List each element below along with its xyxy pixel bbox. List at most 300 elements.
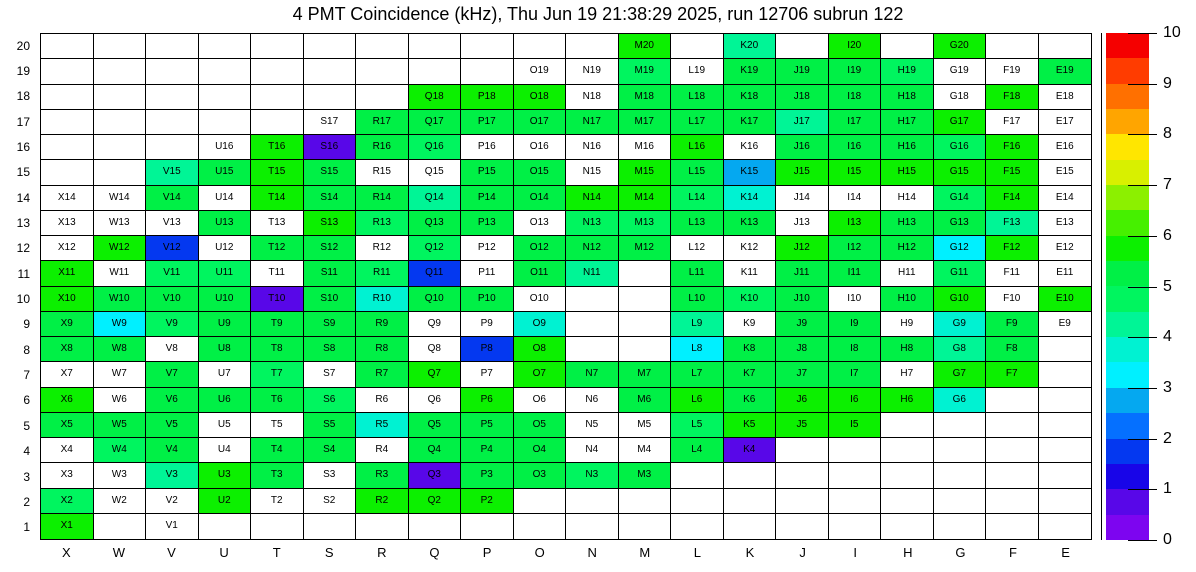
- heatmap-cell: [41, 160, 94, 185]
- heatmap-cell: [199, 110, 252, 135]
- x-axis-tick-label: I: [853, 545, 858, 560]
- heatmap-cell: [1039, 110, 1092, 135]
- cell-label: R7: [375, 368, 389, 380]
- cell-label: X10: [57, 292, 76, 304]
- heatmap-cell: [1039, 287, 1092, 312]
- cell-label: X12: [57, 242, 76, 254]
- heatmap-cell: [829, 312, 882, 337]
- cell-label: U15: [215, 166, 234, 178]
- cell-label: S2: [323, 494, 336, 506]
- heatmap-cell: [514, 362, 567, 387]
- heatmap-cell: [409, 110, 462, 135]
- heatmap-cell: [671, 312, 724, 337]
- heatmap-cell: [671, 514, 724, 539]
- cell-label: S3: [323, 469, 336, 481]
- y-axis-tick-label: 12: [16, 241, 30, 256]
- heatmap-cell: [566, 59, 619, 84]
- cell-label: N11: [582, 267, 601, 279]
- heatmap-cell: [671, 34, 724, 59]
- cell-label: O4: [532, 444, 546, 456]
- heatmap-cell: [146, 337, 199, 362]
- cell-label: U12: [215, 242, 234, 254]
- heatmap-cell: [934, 160, 987, 185]
- heatmap-cell: [829, 160, 882, 185]
- heatmap-cell: [724, 186, 777, 211]
- color-scale-segment: [1106, 210, 1149, 235]
- chart-title: 4 PMT Coincidence (kHz), Thu Jun 19 21:38:29 2025, run 12706 subrun 122: [292, 4, 904, 24]
- heatmap-cell: [514, 438, 567, 463]
- heatmap-cell: [671, 186, 724, 211]
- cell-label: S11: [320, 267, 338, 279]
- cell-label: K4: [743, 444, 756, 456]
- heatmap-cell: [409, 186, 462, 211]
- heatmap-cell: [199, 362, 252, 387]
- heatmap-cell: [94, 463, 147, 488]
- heatmap-cell: [1039, 489, 1092, 514]
- cell-label: J15: [793, 166, 810, 178]
- x-axis-tick-label: F: [1009, 545, 1017, 560]
- heatmap-cell: [94, 236, 147, 261]
- heatmap-cell: [986, 160, 1039, 185]
- y-axis-tick-label: 20: [16, 38, 30, 53]
- heatmap-cell: [461, 85, 514, 110]
- heatmap-cell: [619, 211, 672, 236]
- heatmap-cell: [409, 489, 462, 514]
- cell-label: W13: [108, 216, 130, 228]
- cell-label: R16: [372, 141, 391, 153]
- heatmap-cell: [304, 186, 357, 211]
- heatmap-cell: [724, 362, 777, 387]
- heatmap-cell: [619, 514, 672, 539]
- heatmap-cell: [251, 287, 304, 312]
- heatmap-cell: [724, 388, 777, 413]
- heatmap-cell: [146, 211, 199, 236]
- heatmap-cell: [146, 463, 199, 488]
- cell-label: S17: [320, 115, 339, 127]
- cell-label: L15: [688, 166, 706, 178]
- heatmap-cell: [356, 337, 409, 362]
- heatmap-cell: [356, 160, 409, 185]
- x-axis-tick-label: E: [1061, 545, 1070, 560]
- cell-label: J6: [796, 393, 808, 405]
- cell-label: E9: [1058, 317, 1071, 329]
- cell-label: Q10: [424, 292, 444, 304]
- heatmap-cell: [356, 312, 409, 337]
- heatmap-cell: [409, 211, 462, 236]
- cell-label: O13: [529, 216, 549, 228]
- heatmap-cell: [146, 362, 199, 387]
- color-scale-tick-label: 5: [1163, 277, 1172, 295]
- heatmap-cell: [724, 261, 777, 286]
- heatmap-cell: [724, 34, 777, 59]
- color-scale-segment: [1106, 185, 1149, 210]
- heatmap-cell: [41, 514, 94, 539]
- cell-label: L17: [688, 115, 706, 127]
- heatmap-cell: [881, 261, 934, 286]
- heatmap-cell: [566, 160, 619, 185]
- cell-label: W6: [111, 393, 127, 405]
- cell-label: K8: [743, 343, 756, 355]
- cell-label: X4: [60, 444, 73, 456]
- heatmap-cell: [356, 236, 409, 261]
- heatmap-cell: [934, 59, 987, 84]
- heatmap-cell: [41, 312, 94, 337]
- x-axis-tick-label: W: [112, 545, 126, 560]
- cell-label: L9: [691, 317, 703, 329]
- heatmap-cell: [776, 463, 829, 488]
- cell-label: K13: [740, 216, 759, 228]
- cell-label: T8: [270, 343, 283, 355]
- cell-label: R14: [372, 191, 391, 203]
- cell-label: J19: [793, 65, 810, 77]
- color-scale-segment: [1106, 489, 1149, 514]
- cell-label: J17: [793, 115, 810, 127]
- heatmap-cell: [829, 211, 882, 236]
- cell-label: X13: [57, 216, 76, 228]
- heatmap-cell: [251, 337, 304, 362]
- cell-label: P17: [477, 115, 496, 127]
- heatmap-cell: [986, 236, 1039, 261]
- cell-label: X11: [58, 267, 76, 279]
- heatmap-cell: [934, 236, 987, 261]
- cell-label: Q2: [427, 494, 441, 506]
- cell-label: P14: [477, 191, 496, 203]
- heatmap-cell: [356, 135, 409, 160]
- heatmap-cell: [356, 413, 409, 438]
- heatmap-cell: [94, 514, 147, 539]
- cell-label: S10: [320, 292, 339, 304]
- cell-label: V6: [165, 393, 178, 405]
- heatmap-cell: [986, 59, 1039, 84]
- cell-label: P13: [477, 216, 496, 228]
- cell-label: S14: [320, 191, 339, 203]
- cell-label: M5: [637, 418, 652, 430]
- heatmap-cell: [829, 463, 882, 488]
- heatmap-cell: [304, 236, 357, 261]
- heatmap-cell: [41, 59, 94, 84]
- cell-label: K9: [743, 317, 756, 329]
- heatmap-cell: [304, 312, 357, 337]
- cell-label: N5: [585, 418, 599, 430]
- heatmap-cell: [41, 236, 94, 261]
- cell-label: W8: [111, 343, 127, 355]
- heatmap-cell: [671, 85, 724, 110]
- cell-label: Q6: [427, 393, 441, 405]
- cell-label: T15: [268, 166, 286, 178]
- heatmap-cell: [829, 110, 882, 135]
- cell-label: I17: [847, 115, 862, 127]
- heatmap-cell: [461, 110, 514, 135]
- cell-label: P7: [480, 368, 493, 380]
- heatmap-cell: [829, 362, 882, 387]
- cell-label: F11: [1003, 267, 1020, 279]
- heatmap-cell: [671, 362, 724, 387]
- cell-label: E14: [1055, 191, 1074, 203]
- heatmap-cell: [251, 135, 304, 160]
- cell-label: R2: [375, 494, 389, 506]
- cell-label: L10: [688, 292, 706, 304]
- heatmap-cell: [409, 261, 462, 286]
- heatmap-cell: [146, 34, 199, 59]
- cell-label: Q16: [424, 141, 444, 153]
- heatmap-cell: [514, 287, 567, 312]
- color-scale-tick-label: 3: [1163, 378, 1172, 396]
- heatmap-cell: [934, 211, 987, 236]
- heatmap-cell: [1039, 59, 1092, 84]
- cell-label: Q15: [424, 166, 444, 178]
- heatmap-cell: [724, 59, 777, 84]
- cell-label: T9: [270, 317, 283, 329]
- cell-label: V3: [165, 469, 178, 481]
- heatmap-cell: [146, 388, 199, 413]
- heatmap-cell: [146, 514, 199, 539]
- heatmap-cell: [986, 463, 1039, 488]
- heatmap-cell: [461, 362, 514, 387]
- heatmap-cell: [986, 85, 1039, 110]
- heatmap-cell: [776, 110, 829, 135]
- heatmap-cell: [1039, 413, 1092, 438]
- heatmap-cell: [251, 110, 304, 135]
- cell-label: V12: [162, 242, 181, 254]
- cell-label: K12: [740, 242, 759, 254]
- heatmap-cell: [251, 362, 304, 387]
- heatmap-cell: [881, 287, 934, 312]
- heatmap-cell: [724, 312, 777, 337]
- heatmap-cell: [199, 160, 252, 185]
- cell-label: G16: [949, 141, 969, 153]
- heatmap-cell: [409, 388, 462, 413]
- cell-label: X1: [60, 520, 73, 532]
- heatmap-cell: [671, 211, 724, 236]
- heatmap-cell: [986, 34, 1039, 59]
- cell-label: P11: [478, 267, 496, 279]
- heatmap-cell: [41, 110, 94, 135]
- heatmap-cell: [829, 514, 882, 539]
- heatmap-cell: [724, 287, 777, 312]
- cell-label: W12: [108, 242, 130, 254]
- heatmap-cell: [356, 85, 409, 110]
- cell-label: F16: [1003, 141, 1021, 153]
- cell-label: X8: [60, 343, 73, 355]
- cell-label: F8: [1005, 343, 1018, 355]
- heatmap-cell: [514, 110, 567, 135]
- cell-label: T7: [270, 368, 283, 380]
- heatmap-cell: [1039, 160, 1092, 185]
- cell-label: S13: [320, 216, 339, 228]
- heatmap-cell: [671, 463, 724, 488]
- heatmap-cell: [146, 489, 199, 514]
- heatmap-cell: [514, 85, 567, 110]
- y-axis-tick-label: 18: [16, 89, 30, 104]
- heatmap-cell: [881, 514, 934, 539]
- cell-label: M17: [634, 115, 654, 127]
- cell-label: H14: [897, 191, 916, 203]
- color-scale-segment: [1106, 388, 1149, 413]
- cell-label: O11: [530, 267, 549, 279]
- heatmap-cell: [724, 438, 777, 463]
- heatmap-cell: [671, 110, 724, 135]
- cell-label: K14: [740, 191, 759, 203]
- cell-label: H16: [897, 141, 916, 153]
- cell-label: T4: [270, 444, 283, 456]
- heatmap-cell: [986, 312, 1039, 337]
- heatmap-cell: [619, 312, 672, 337]
- cell-label: N13: [582, 216, 601, 228]
- heatmap-cell: [514, 59, 567, 84]
- heatmap-cell: [409, 514, 462, 539]
- heatmap-cell: [146, 110, 199, 135]
- heatmap-cell: [829, 59, 882, 84]
- cell-label: G14: [949, 191, 969, 203]
- cell-label: J13: [793, 216, 810, 228]
- y-axis-tick-label: 13: [16, 216, 30, 231]
- heatmap-cell: [199, 287, 252, 312]
- heatmap-cell: [409, 413, 462, 438]
- heatmap-cell: [829, 85, 882, 110]
- cell-label: V9: [165, 317, 178, 329]
- cell-label: V2: [165, 494, 178, 506]
- x-axis-tick-label: L: [693, 545, 702, 560]
- cell-label: H9: [900, 317, 914, 329]
- heatmap-cell: [409, 59, 462, 84]
- y-axis-tick-label: 8: [23, 342, 30, 357]
- cell-label: W4: [111, 444, 127, 456]
- color-scale-tick-label: 7: [1163, 176, 1172, 194]
- heatmap-cell: [304, 59, 357, 84]
- cell-label: L12: [688, 242, 706, 254]
- cell-label: P4: [480, 444, 493, 456]
- cell-label: S4: [323, 444, 336, 456]
- heatmap-cell: [671, 337, 724, 362]
- heatmap-cell: [566, 463, 619, 488]
- cell-label: N16: [582, 141, 601, 153]
- cell-label: V13: [162, 216, 181, 228]
- cell-label: T2: [270, 494, 283, 506]
- cell-label: J11: [794, 267, 810, 279]
- cell-label: H10: [897, 292, 916, 304]
- heatmap-cell: [514, 135, 567, 160]
- color-scale-tick-label: 6: [1163, 226, 1172, 244]
- cell-label: G8: [952, 343, 966, 355]
- cell-label: L7: [691, 368, 703, 380]
- heatmap-cell: [724, 211, 777, 236]
- heatmap-cell: [409, 34, 462, 59]
- cell-label: U14: [215, 191, 234, 203]
- heatmap-cell: [409, 362, 462, 387]
- cell-label: L18: [688, 90, 706, 102]
- heatmap-cell: [304, 110, 357, 135]
- y-axis: [0, 33, 32, 540]
- cell-label: I18: [847, 90, 862, 102]
- heatmap-cell: [619, 186, 672, 211]
- cell-label: U5: [217, 418, 231, 430]
- x-axis-tick-label: R: [377, 545, 387, 560]
- heatmap-cell: [671, 261, 724, 286]
- heatmap-cell: [934, 388, 987, 413]
- cell-label: P2: [480, 494, 493, 506]
- x-axis-tick-label: T: [272, 545, 281, 560]
- heatmap-cell: [1039, 236, 1092, 261]
- heatmap-cell: [199, 463, 252, 488]
- heatmap-cell: [671, 438, 724, 463]
- x-axis-tick-label: P: [482, 545, 492, 560]
- color-scale-tick-label: 0: [1163, 531, 1172, 548]
- cell-label: E16: [1055, 141, 1074, 153]
- heatmap-cell: [356, 110, 409, 135]
- heatmap-cell: [934, 85, 987, 110]
- cell-label: R5: [375, 418, 389, 430]
- cell-label: I14: [847, 191, 862, 203]
- color-scale-segment: [1106, 236, 1149, 261]
- color-scale-segment: [1106, 84, 1149, 109]
- heatmap-cell: [1039, 85, 1092, 110]
- cell-label: N17: [582, 115, 601, 127]
- heatmap-cell: [304, 85, 357, 110]
- heatmap-cell: [881, 337, 934, 362]
- heatmap-cell: [94, 438, 147, 463]
- x-axis-tick-label: H: [903, 545, 913, 560]
- heatmap-cell: [199, 186, 252, 211]
- heatmap-cell: [94, 135, 147, 160]
- cell-label: M4: [637, 444, 652, 456]
- heatmap-cell: [146, 438, 199, 463]
- cell-label: V5: [165, 418, 178, 430]
- heatmap-cell: [461, 388, 514, 413]
- heatmap-cell: [724, 135, 777, 160]
- cell-label: K16: [740, 141, 759, 153]
- cell-label: W10: [108, 292, 130, 304]
- cell-label: H12: [897, 242, 916, 254]
- cell-label: E13: [1055, 216, 1074, 228]
- heatmap-cell: [41, 34, 94, 59]
- heatmap-cell: [776, 514, 829, 539]
- cell-label: O19: [529, 65, 549, 77]
- x-axis-tick-label: J: [799, 545, 806, 560]
- cell-label: P8: [480, 343, 493, 355]
- heatmap-cell: [409, 463, 462, 488]
- heatmap-cell: [409, 438, 462, 463]
- heatmap-cell: [934, 261, 987, 286]
- cell-label: R11: [372, 267, 391, 279]
- heatmap-cell: [251, 463, 304, 488]
- heatmap-cell: [566, 110, 619, 135]
- cell-label: U4: [217, 444, 231, 456]
- heatmap-cell: [409, 135, 462, 160]
- heatmap-cell: [94, 110, 147, 135]
- heatmap-cell: [881, 135, 934, 160]
- cell-label: H18: [897, 90, 916, 102]
- heatmap-cell: [199, 413, 252, 438]
- cell-label: W14: [108, 191, 130, 203]
- heatmap-cell: [251, 514, 304, 539]
- heatmap-cell: [776, 413, 829, 438]
- heatmap-cell: [304, 135, 357, 160]
- heatmap-cell: [566, 438, 619, 463]
- y-axis-tick-label: 11: [17, 266, 30, 281]
- cell-label: M14: [634, 191, 654, 203]
- cell-label: X7: [60, 368, 73, 380]
- cell-label: J12: [793, 242, 810, 254]
- heatmap-cell: [724, 85, 777, 110]
- heatmap-cell: [881, 236, 934, 261]
- heatmap-cell: [514, 337, 567, 362]
- y-axis-tick-label: 9: [23, 317, 30, 332]
- cell-label: U16: [215, 141, 234, 153]
- cell-label: R8: [375, 343, 389, 355]
- heatmap-cell: [776, 85, 829, 110]
- y-axis-tick-label: 1: [23, 520, 30, 535]
- cell-label: K6: [743, 393, 756, 405]
